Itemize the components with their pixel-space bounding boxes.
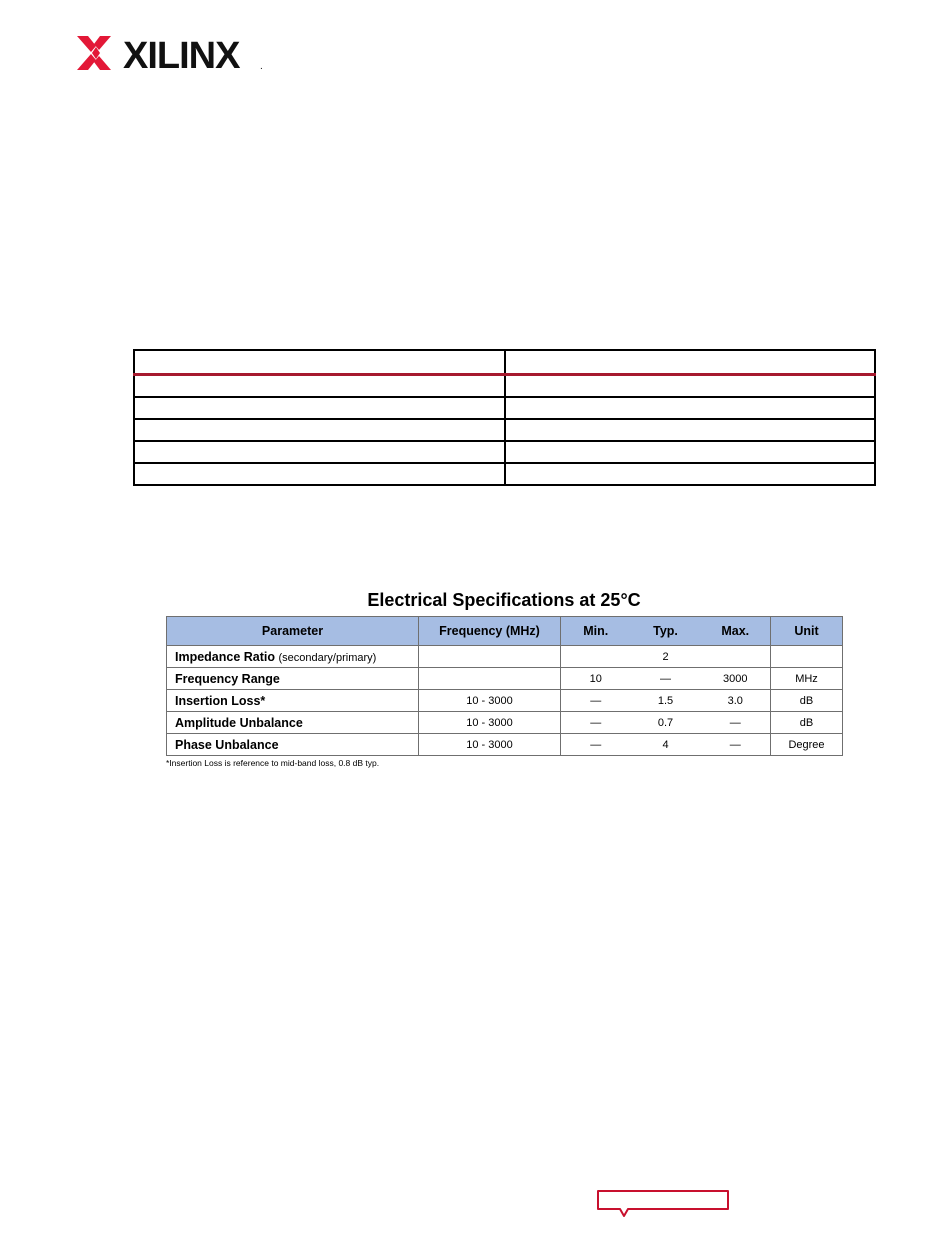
header-parameter: Parameter: [167, 617, 419, 646]
spec-header-row: [167, 617, 843, 646]
xilinx-logo: [77, 33, 267, 73]
typ-cell: —: [631, 668, 701, 690]
unit-cell: [771, 646, 843, 668]
empty-table-row: [134, 463, 875, 485]
freq-cell: 10 - 3000: [419, 690, 561, 712]
param-cell: Phase Unbalance: [167, 734, 419, 756]
xilinx-mark-icon: [77, 36, 111, 70]
header-max: Max.: [701, 617, 771, 646]
min-cell: —: [561, 690, 631, 712]
typ-cell: 0.7: [631, 712, 701, 734]
freq-cell: [419, 646, 561, 668]
spec-table-title: Electrical Specifications at 25°C: [367, 590, 641, 610]
table-row: [167, 668, 843, 690]
table-row: [167, 712, 843, 734]
empty-grid-table: [133, 349, 876, 486]
spec-footnote: *Insertion Loss is reference to mid-band loss, 0.8 dB typ.: [166, 758, 380, 768]
param-cell: Impedance Ratio (secondary/primary): [167, 646, 419, 668]
min-cell: —: [561, 712, 631, 734]
empty-table-row: [134, 441, 875, 463]
typ-cell: 4: [631, 734, 701, 756]
max-cell: 3.0: [701, 690, 771, 712]
feedback-button[interactable]: [596, 1189, 730, 1219]
empty-table-row: [134, 375, 875, 398]
xilinx-wordmark: XILINX: [123, 35, 240, 73]
header-unit: Unit: [771, 617, 843, 646]
svg-text:.: .: [260, 61, 263, 72]
typ-cell: 2: [631, 646, 701, 668]
table-row: [167, 690, 843, 712]
header-typ: Typ.: [631, 617, 701, 646]
unit-cell: MHz: [771, 668, 843, 690]
header-min: Min.: [561, 617, 631, 646]
unit-cell: Degree: [771, 734, 843, 756]
max-cell: —: [701, 712, 771, 734]
empty-table-row: [134, 419, 875, 441]
min-cell: [561, 646, 631, 668]
unit-cell: dB: [771, 712, 843, 734]
freq-cell: 10 - 3000: [419, 734, 561, 756]
max-cell: —: [701, 734, 771, 756]
speech-bubble-icon: [596, 1189, 730, 1219]
param-cell: Amplitude Unbalance: [167, 712, 419, 734]
min-cell: —: [561, 734, 631, 756]
min-cell: 10: [561, 668, 631, 690]
unit-cell: dB: [771, 690, 843, 712]
header-frequency: Frequency (MHz): [419, 617, 561, 646]
table-row: [167, 646, 843, 668]
freq-cell: 10 - 3000: [419, 712, 561, 734]
table-row: [167, 734, 843, 756]
max-cell: 3000: [701, 668, 771, 690]
param-cell: Insertion Loss*: [167, 690, 419, 712]
typ-cell: 1.5: [631, 690, 701, 712]
freq-cell: [419, 668, 561, 690]
empty-table-row: [134, 397, 875, 419]
empty-table-header-row: [134, 350, 875, 375]
param-cell: Frequency Range: [167, 668, 419, 690]
max-cell: [701, 646, 771, 668]
electrical-spec-table: [166, 616, 843, 756]
